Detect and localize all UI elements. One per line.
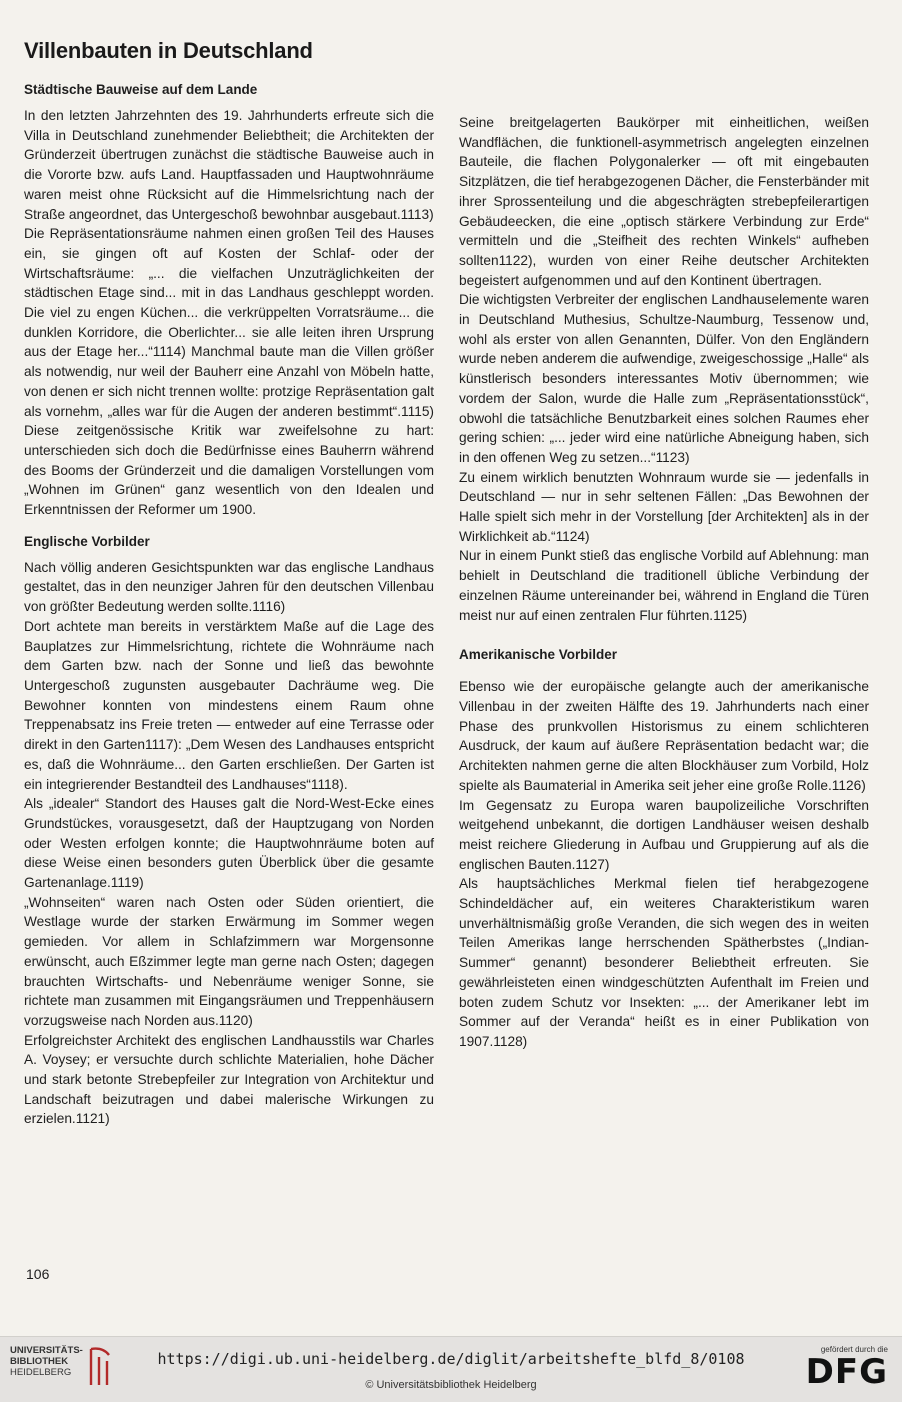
- dfg-wordmark: DFG: [805, 1352, 888, 1392]
- copyright-notice: © Universitätsbibliothek Heidelberg: [365, 1379, 537, 1391]
- left-column: [24, 80, 434, 1129]
- funding-caption: gefördert durch die: [820, 1345, 888, 1354]
- paragraph: Erfolgreichster Architekt des englischen Landhausstils war Charles A. Voysey; er versuchte durch schlichte Materialien, hohe Dächer und stark betonte Strebepfeiler zur Integration von Architektur und Landschaft beizutragen und dabei malerische Wirkungen zu erzielen.1121): [24, 1032, 434, 1127]
- library-name-line: BIBLIOTHEK: [10, 1356, 69, 1367]
- paragraph: Dort achtete man bereits in verstärktem Maße auf die Lage des Bauplatzes zur Himmelsrichtung, richtete die Wohnräume nach dem Garten bzw. nach der Sonne und ließ das bewohnte Untergeschoß zugunsten ausgebauter Dachräume weg. Die Bewohner konnten von mindestens einem Raum ohne Treppenabsatz ins Freie treten — entweder auf eine Terrasse oder direkt in den Garten1117): „Dem Wesen des Landhauses entspricht es, daß die Wohnräume... den Garten erschließen. Der Garten ist ein integrierender Bestandteil des Landhauses“1118).: [24, 618, 434, 792]
- paragraph: Seine breitgelagerten Baukörper mit einheitlichen, weißen Wandflächen, die funktionell-asymmetrisch angelegten einzelnen Bauteile, die flachen Polygonalerker — oft mit eingebauten Sitzplätzen, die tief herabgezogenen Dächer, die Fensterbänder mit ihrer Sprossenteilung und die abgeschrägten strebepfeilerartigen Gebäudeecken, die eine „optisch stärkere Verbindung zur Erde“ vermitteln und die „Steifheit des rechten Winkels“ aufheben sollten1122), wurden von einer Reihe deutscher Architekten begeistert aufgenommen und auf den Kontinent übertragen.: [459, 115, 869, 288]
- paragraph: Als hauptsächliches Merkmal fielen tief herabgezogene Schindeldächer auf, ein weiteres Charakteristikum waren unverhältnismäßig große Veranden, die sich wegen des in weiten Teilen Amerikas lange herrschenden Spätherbstes („Indian-Summer“ genannt) besonderer Beliebtheit erfreuten. Sie gewährleisteten einen windgeschützten Aufenthalt im Freien und boten zudem Schutz vor Insekten: „... der Amerikaner lebt im Sommer auf der Veranda“ heißt es in einer Publikation von 1907.1128): [459, 876, 869, 1049]
- section-heading: Englische Vorbilder: [24, 533, 150, 549]
- page-title: Villenbauten in Deutschland: [24, 38, 313, 63]
- paragraph: In den letzten Jahrzehnten des 19. Jahrhunderts erfreute sich die Villa in Deutschland zunehmender Beliebtheit; die Architekten der Gründerzeit übertrugen zunächst die städtische Bauweise auch in die Vororte bzw. aufs Land. Hauptfassaden und Hauptwohnräume waren meist ohne Rücksicht auf die Himmelsrichtung nach der Straße angeordnet, das Untergeschoß bewohnbar ausgebaut.1113): [24, 108, 434, 222]
- viewer-footer: [0, 1336, 902, 1402]
- section-heading: Städtische Bauweise auf dem Lande: [24, 82, 258, 97]
- paragraph: Ebenso wie der europäische gelangte auch der amerikanische Villenbau in der zweiten Hälfte des 19. Jahrhunderts nach einer Phase des prunkvollen Historismus zu einem schlichteren Ausdruck, der kaum auf äußere Repräsentation bedacht war; die Architekten nahmen gerne die alten Blockhäuser zum Vorbild, Holz spielte als Baumaterial in Amerika seit jeher eine große Rolle.1126): [459, 679, 869, 793]
- library-name-line: HEIDELBERG: [10, 1367, 72, 1378]
- library-name-line: UNIVERSITÄTS-: [10, 1345, 83, 1356]
- right-column: [459, 113, 869, 1052]
- paragraph: Zu einem wirklich benutzten Wohnraum wurde sie — jedenfalls in Deutschland — nur in sehr seltenen Fällen: „Das Bewohnen der Halle spielt sich mehr in der Vorstellung [der Architekten] als in der Wirklichkeit ab.“1124): [459, 469, 869, 544]
- paragraph: Im Gegensatz zu Europa waren baupolizeiliche Vorschriften weitgehend unbekannt, die dortigen Landhäuser weisen deshalb meist reichere Gliederung in Aufbau und Gruppierung auf als die englischen Bauten.1127): [459, 797, 869, 872]
- page-number: 106: [26, 1266, 50, 1282]
- permalink-url[interactable]: https://digi.ub.uni-heidelberg.de/diglit/arbeitshefte_blfd_8/0108: [157, 1350, 745, 1368]
- paragraph: Die Repräsentationsräume nahmen einen großen Teil des Hauses ein, sie gingen oft auf Kosten der Schlaf- oder der Wirtschaftsräume: „... die vielfachen Unzuträglichkeiten der städtischen Etage sind... mit in das Landhaus geschleppt worden. Die viel zu engen Küchen... die verkrüppelten Vorratsräume... die dunklen Korridore, die Oberlichter... sie alle leiten ihren Ursprung aus der Etage her...“1114) Manchmal baute man die Villen größer als notwendig, nur weil der Bauherr eine Anzahl von Möbeln hatte, von denen er sich nicht trennen wollte: protzige Repräsentation galt als vornehm, „alles war für die Augen der anderen bestimmt“.1115) Diese zeitgenössische Kritik war zweifelsohne zu hart: unterschieden sich doch die Bedürfnisse eines Bauherrn während des Booms der Gründerzeit und die damaligen Vorstellungen vom „Wohnen im Grünen“ ganz wesentlich von den Idealen und Erkenntnissen der Reformer um 1900.: [24, 226, 434, 518]
- section-heading: Amerikanische Vorbilder: [459, 647, 618, 663]
- paragraph: „Wohnseiten“ waren nach Osten oder Süden orientiert, die Westlage wurde der starken Erwärmung im Sommer wegen gemieden. Vor allem in Schlafzimmern war Morgensonne erwünscht, auch Eßzimmer legte man gerne nach Osten; dagegen brauchten Wirtschafts- und Nebenräume weniger Sonne, sie richtete man zusammen mit Eingangsräumen und Treppenhäusern vorzugsweise nach Norden aus.1120): [24, 894, 434, 1028]
- paragraph: Die wichtigsten Verbreiter der englischen Landhauselemente waren in Deutschland Muthesius, Schultze-Naumburg, Tessenow und, wohl als erster von allen Genannten, Dülfer. Von den Engländern wurde neben anderem die aufwendige, zweigeschossige „Halle“ als künstlerisch besonders interessantes Motiv übernommen; wie vordem der Salon, wurde die Halle zum „Repräsentationsstück“, obwohl die tatsächliche Benutzbarkeit eines solchen Raumes eher gering schien: „... jeder wird eine natürliche Abneigung haben, sich in den offenen Weg zu setzen...“1123): [459, 292, 869, 465]
- paragraph: Als „idealer“ Standort des Hauses galt die Nord-West-Ecke eines Grundstückes, vorausgesetzt, daß der Hauptzugang von Norden oder Westen erfolgen konnte; die Hauptwohnräume boten auf diese Weise einen besonders guten Überblick über die gesamte Gartenanlage.1119): [24, 796, 434, 891]
- paragraph: Nach völlig anderen Gesichtspunkten war das englische Landhaus gestaltet, das in den neunziger Jahren für den deutschen Villenbau von größter Bedeutung werden sollte.1116): [24, 559, 434, 615]
- paragraph: Nur in einem Punkt stieß das englische Vorbild auf Ablehnung: man behielt in Deutschland die traditionell übliche Verbindung der einzelnen Räume untereinander bei, während in England die Türen meist nur auf einen zentralen Flur führten.1125): [459, 548, 869, 623]
- dfg-logo[interactable]: [805, 1345, 888, 1392]
